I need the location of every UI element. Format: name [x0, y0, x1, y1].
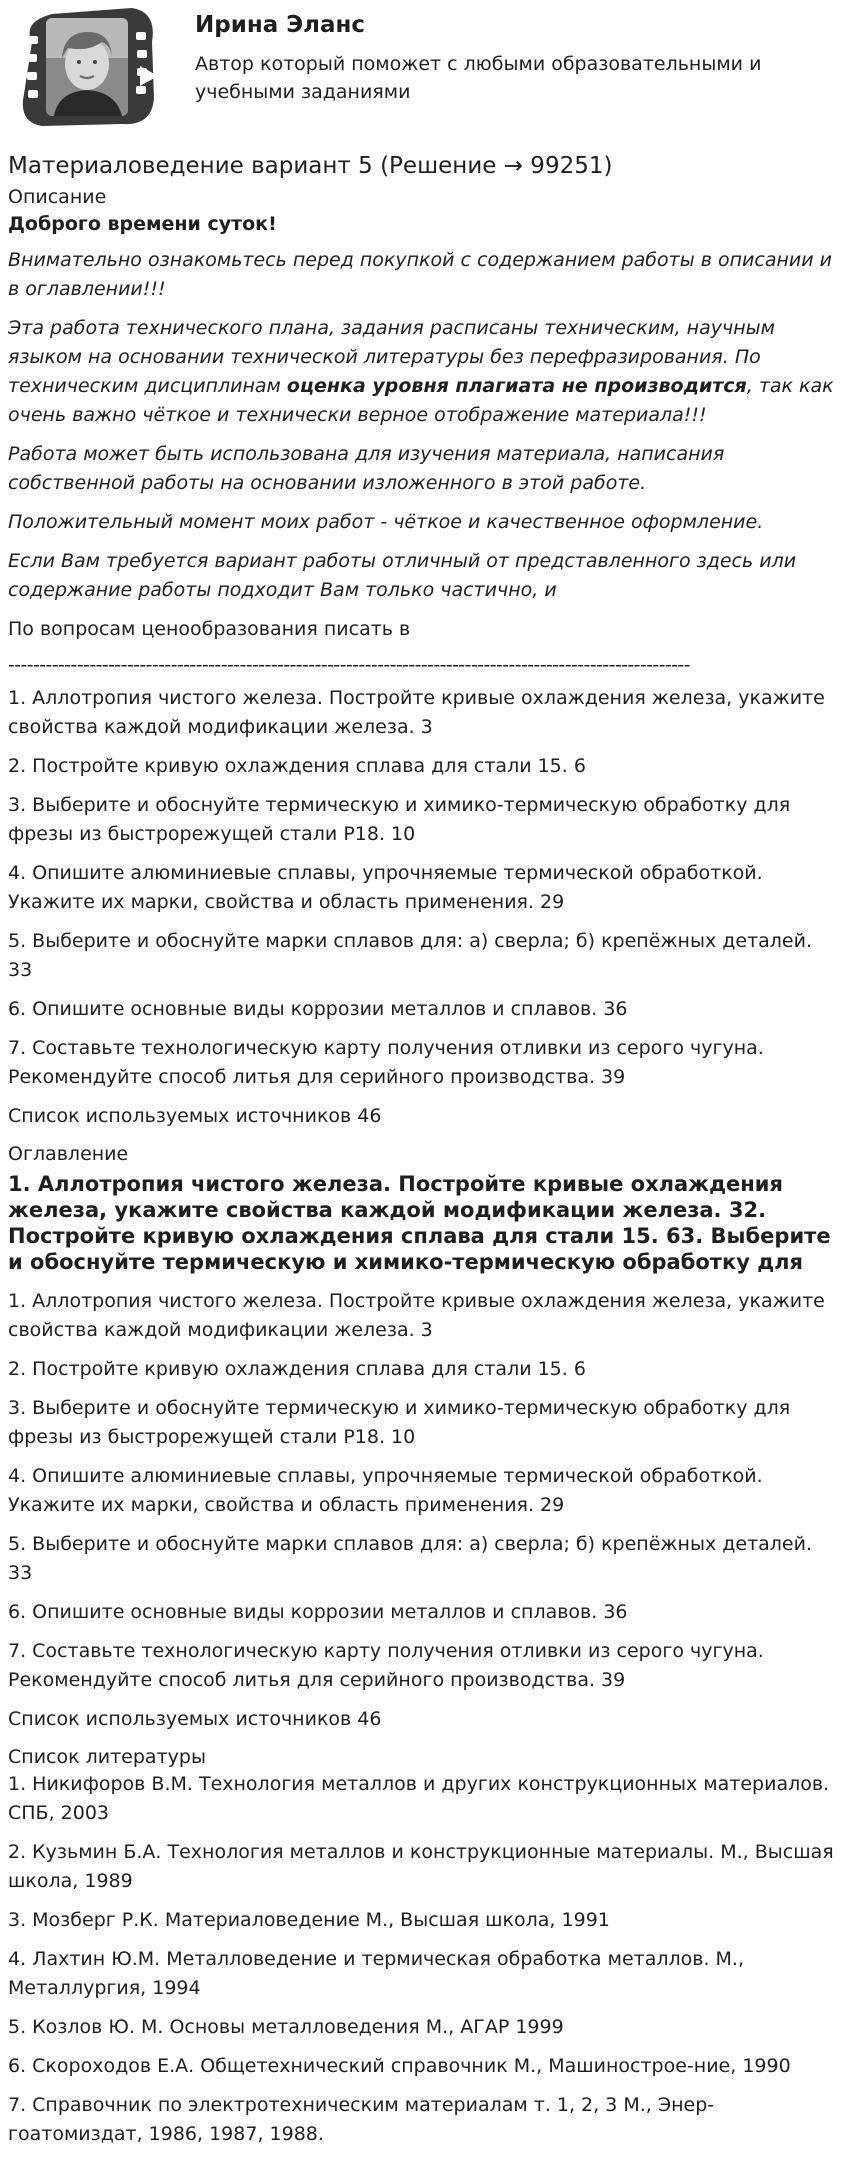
literature-item: 4. Лахтин Ю.М. Металловедение и термическая обработка металлов. М., Металлургия, 1994 — [8, 1948, 745, 1999]
paragraph-text: Эта работа технического плана, задания расписаны техническим, научным языком на основании технической литературы без перефразирования. По техническим дисциплинам — [8, 317, 775, 397]
toc-heading: 1. Аллотропия чистого железа. Постройте кривые охлаждения железа, укажите свойства каждой модификации железа. 32. Постройте кривую охлаждения сплава для стали 15. 63. Выберите и обоснуйте термическую и химико-термическую обработку для — [8, 1172, 831, 1274]
task-item: 5. Выберите и обоснуйте марки сплавов для: а) сверла; б) крепёжных деталей. 33 — [8, 930, 813, 981]
task-item: 3. Выберите и обоснуйте термическую и химико-термическую обработку для фрезы из быстрорежущей стали Р18. 10 — [8, 794, 791, 845]
task-item: 4. Опишите алюминиевые сплавы, упрочняемые термической обработкой. Укажите их марки, свойства и область применения. 29 — [8, 862, 763, 913]
plagiarism-note: оценка уровня плагиата не производится — [286, 375, 747, 397]
task-item: 2. Постройте кривую охлаждения сплава для стали 15. 6 — [8, 755, 586, 777]
toc-item: 2. Постройте кривую охлаждения сплава для стали 15. 6 — [8, 1358, 586, 1380]
task-item: Список используемых источников 46 — [8, 1105, 382, 1127]
pricing-note: По вопросам ценообразования писать в — [8, 618, 411, 640]
toc-list — [8, 1287, 839, 1734]
task-item: 7. Составьте технологическую карту получения отливки из серого чугуна. Рекомендуйте способ литья для серийного производства. 39 — [8, 1037, 764, 1088]
description-paragraph: Если Вам требуется вариант работы отличный от представленного здесь или содержание работы подходит Вам только частично, и — [8, 550, 797, 601]
task-item: 6. Опишите основные виды коррозии металлов и сплавов. 36 — [8, 998, 628, 1020]
toc-item: 3. Выберите и обоснуйте термическую и химико-термическую обработку для фрезы из быстрорежущей стали Р18. 10 — [8, 1397, 791, 1448]
literature-label: Список литературы — [8, 1746, 206, 1768]
task-list — [8, 684, 839, 1131]
greeting: Доброго времени суток! — [8, 213, 277, 235]
paragraph-text: , так как очень важно чёткое и технически верное отображение материала!!! — [8, 375, 834, 426]
avatar-image — [12, 2, 162, 132]
divider: ------------------------------------------------------------------------------------------------------------- — [8, 654, 690, 676]
literature-item: 5. Козлов Ю. М. Основы металловедения М., АГАР 1999 — [8, 2016, 564, 2038]
toc-label: Оглавление — [8, 1143, 129, 1165]
description-paragraph: Положительный момент моих работ - чёткое и качественное оформление. — [8, 511, 764, 533]
author-description: Автор который поможет с любыми образовательными и учебными заданиями — [195, 53, 762, 103]
description-paragraph: Работа может быть использована для изучения материала, написания собственной работы на основании изложенного в этой работе. — [8, 443, 725, 494]
literature-item: 1. Никифоров В.М. Технология металлов и других конструкционных материалов. СПБ, 2003 — [8, 1773, 830, 1824]
page-title: Материаловедение вариант 5 (Решение → 99251) — [8, 153, 613, 179]
toc-item: 7. Составьте технологическую карту получения отливки из серого чугуна. Рекомендуйте способ литья для серийного производства. 39 — [8, 1640, 764, 1691]
description-paragraph: Внимательно ознакомьтесь перед покупкой с содержанием работы в описании и в оглавлении!!! — [8, 249, 832, 300]
task-item: 1. Аллотропия чистого железа. Постройте кривые охлаждения железа, укажите свойства каждой модификации железа. 3 — [8, 687, 825, 738]
description-label: Описание — [8, 186, 107, 208]
author-block — [8, 0, 839, 140]
toc-item: 5. Выберите и обоснуйте марки сплавов для: а) сверла; б) крепёжных деталей. 33 — [8, 1533, 813, 1584]
literature-item: 2. Кузьмин Б.А. Технология металлов и конструкционные материалы. М., Высшая школа, 1989 — [8, 1841, 834, 1892]
literature-item: 7. Справочник по электротехническим материалам т. 1, 2, 3 М., Энер-гоатомиздат, 1986, 1987, 1988. — [8, 2094, 715, 2145]
literature-item: 3. Мозберг Р.К. Материаловедение М., Высшая школа, 1991 — [8, 1909, 610, 1931]
description-paragraph — [8, 314, 839, 430]
toc-item: 1. Аллотропия чистого железа. Постройте кривые охлаждения железа, укажите свойства каждой модификации железа. 3 — [8, 1290, 825, 1341]
literature-item: 6. Скороходов Е.А. Общетехнический справочник М., Машинострое-ние, 1990 — [8, 2055, 791, 2077]
toc-item: 6. Опишите основные виды коррозии металлов и сплавов. 36 — [8, 1601, 628, 1623]
author-name[interactable]: Ирина Эланс — [195, 12, 366, 38]
avatar[interactable] — [12, 2, 162, 132]
literature-list — [8, 1770, 839, 2149]
toc-item: Список используемых источников 46 — [8, 1708, 382, 1730]
toc-item: 4. Опишите алюминиевые сплавы, упрочняемые термической обработкой. Укажите их марки, свойства и область применения. 29 — [8, 1465, 763, 1516]
